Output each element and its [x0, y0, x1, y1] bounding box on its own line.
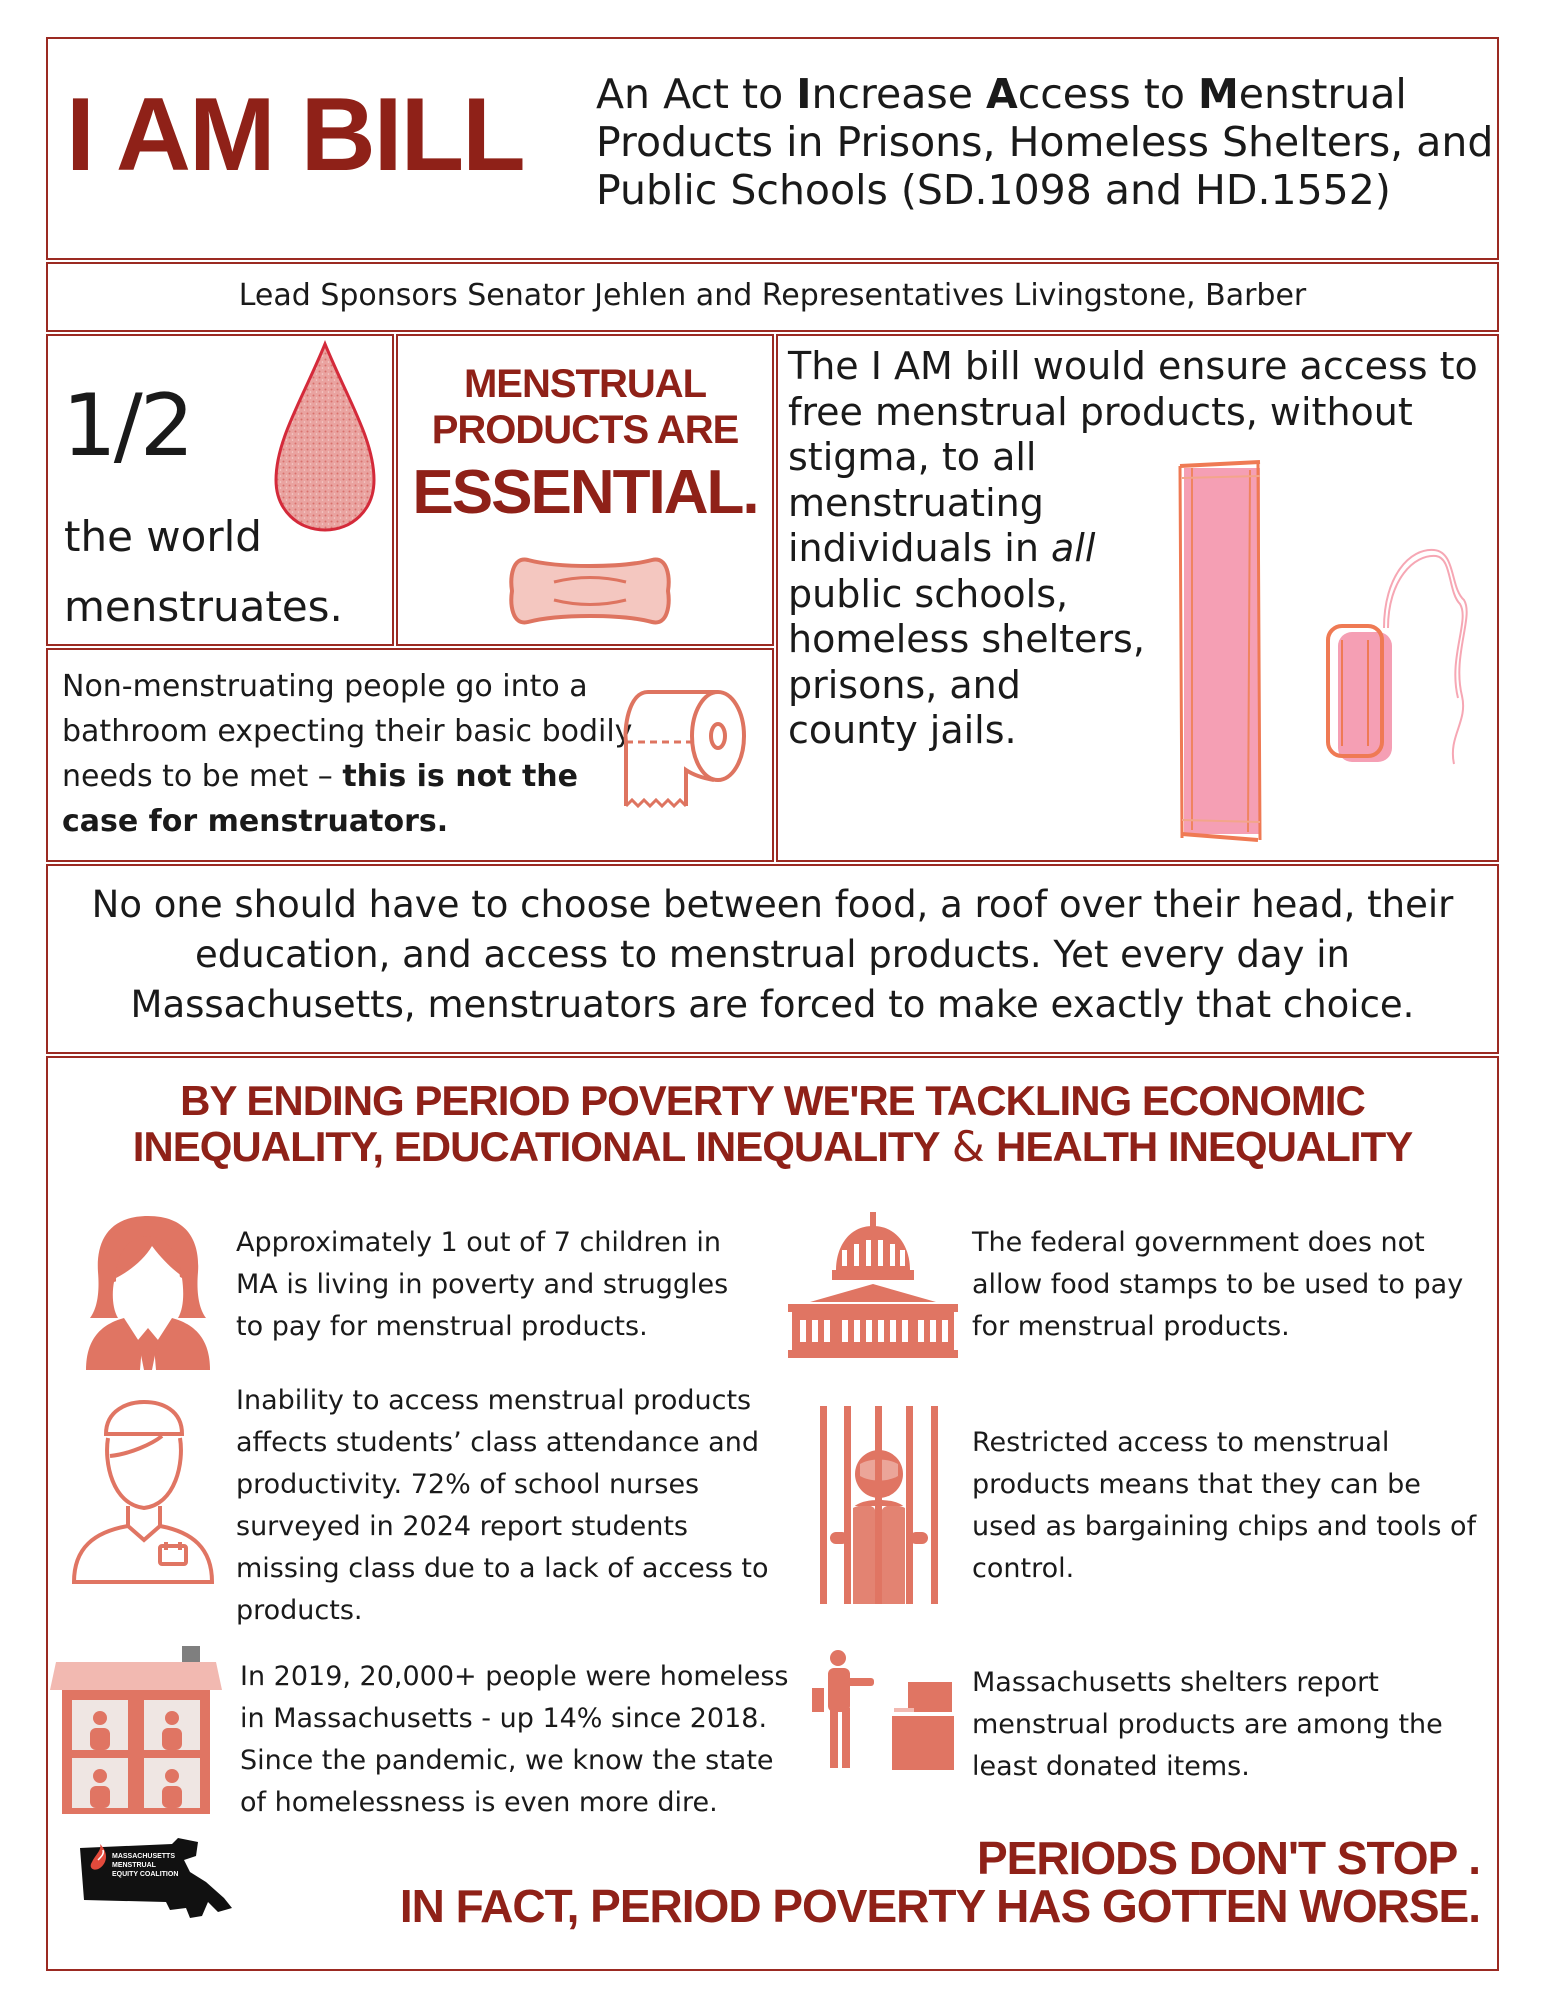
inequality-line2b: HEALTH INEQUALITY: [996, 1123, 1413, 1170]
ensure-line: homeless shelters,: [788, 617, 1145, 661]
tampon-wrapper-icon: [1170, 448, 1270, 848]
fact-apartment-text: In 2019, 20,000+ people were homeless in Massachusetts - up 14% since 2018. Since the pandemic, we know the state of homelessness is even more dire.: [240, 1661, 789, 1818]
inequality-amp: &: [951, 1122, 984, 1171]
tampon-icon: [1324, 536, 1472, 776]
ensure-line: The I AM bill would ensure access to: [788, 344, 1478, 388]
bathroom-text-bold: this is not the case for menstruators.: [62, 759, 579, 839]
ensure-line: county jails.: [788, 708, 1017, 752]
coalition-logo: [78, 1838, 234, 1924]
fact-nurse-text: Inability to access menstrual products affects students’ class attendance and productivity. 72% of school nurses surveyed in 2024 report students missing class due to a lack of access to products.: [236, 1385, 769, 1626]
logo-line1: MASSACHUSETTS: [112, 1853, 176, 1860]
donation-icon: [808, 1648, 960, 1772]
ensure-line: public schools,: [788, 571, 1069, 616]
logo-line3: EQUITY COALITION: [112, 1871, 179, 1878]
bill-subtitle: [596, 70, 1496, 214]
essential-line1: MENSTRUAL: [463, 362, 707, 406]
subtitle-segment: ncrease: [811, 70, 986, 118]
subtitle-initial: M: [1197, 70, 1239, 118]
logo-line2: MENSTRUAL: [112, 1862, 156, 1869]
fact-prisoner-text: Restricted access to menstrual products means that they can be used as bargaining chips and tools of control.: [972, 1427, 1477, 1584]
inequality-line2: [46, 1122, 1499, 1172]
stat-line1: the world: [64, 512, 262, 561]
pad-icon: [508, 552, 672, 630]
bathroom-text: [62, 664, 644, 844]
subtitle-segment: An Act to: [596, 70, 797, 118]
capitol-icon: [788, 1212, 958, 1358]
sponsors-text: Lead Sponsors Senator Jehlen and Representatives Livingstone, Barber: [238, 278, 1307, 313]
fact-child-text: Approximately 1 out of 7 children in MA is living in poverty and struggles to pay for menstrual products.: [236, 1227, 729, 1342]
child-icon: [82, 1212, 214, 1370]
toilet-paper-icon: [618, 670, 758, 816]
fact-capitol-text: The federal government does not allow food stamps to be used to pay for menstrual products.: [972, 1227, 1464, 1342]
closing-line2: IN FACT, PERIOD POVERTY HAS GOTTEN WORSE.: [399, 1880, 1480, 1932]
bill-title: I AM BILL: [66, 77, 524, 193]
ensure-line: prisons, and: [788, 662, 1021, 707]
prisoner-icon: [820, 1406, 938, 1604]
subtitle-segment: ccess to: [1017, 70, 1198, 118]
stat-line2: menstruates.: [64, 582, 343, 631]
apartment-icon: [50, 1646, 222, 1816]
bathroom-text-main: Non-menstruating people go into a bathroom expecting their basic bodily needs to be met –: [62, 669, 633, 794]
closing-line1: PERIODS DON'T STOP .: [976, 1832, 1480, 1884]
stat-fraction: 1/2: [62, 376, 192, 476]
nurse-icon: [70, 1396, 216, 1584]
fact-donation-text: Massachusetts shelters report menstrual products are among the least donated items.: [972, 1667, 1443, 1782]
ensure-line: menstruating: [788, 480, 1044, 525]
inequality-line2a: INEQUALITY, EDUCATIONAL INEQUALITY: [132, 1123, 940, 1170]
ensure-line: stigma, to all: [788, 435, 1037, 479]
inequality-line1: BY ENDING PERIOD POVERTY WE'RE TACKLING ECONOMIC: [180, 1077, 1365, 1124]
ensure-line: free menstrual products, without: [788, 389, 1413, 434]
blood-drop-icon: [270, 340, 380, 536]
ensure-line: individuals in: [788, 526, 1052, 570]
choice-text: No one should have to choose between food, a roof over their head, their education, and access to menstrual products. Yet every day in Massachusetts, menstruators are forced to make exactly that choice.: [91, 883, 1454, 1026]
subtitle-initial: A: [985, 70, 1018, 118]
subtitle-initial: I: [796, 70, 812, 118]
subtitle-segment: enstrual Products in Prisons, Homeless Shelters, and Public Schools (SD.1098 and HD.1552): [596, 70, 1494, 214]
ensure-italic: all: [1051, 526, 1096, 570]
essential-line2: PRODUCTS ARE: [431, 408, 739, 452]
essential-line3: ESSENTIAL.: [412, 458, 758, 527]
